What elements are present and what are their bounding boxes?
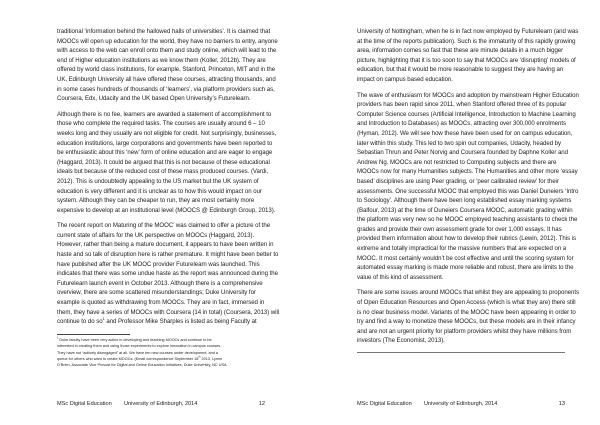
text-line: The wave of enthusiasm for MOOCs and adoption by mainstream Higher Education — [357, 91, 579, 99]
footnote-text: Duke faculty have been very active in developing and teaching MOOCs and continue to be — [58, 338, 212, 342]
paragraph — [57, 110, 277, 216]
text-line: expensive to develop at an institutional level (MOOCS @ Edinburgh Group, 2013). — [57, 206, 276, 214]
ordinal-suffix: th — [198, 355, 201, 359]
text-line: UK, Edinburgh University all have offered these courses, attracting thousands, and — [57, 75, 276, 83]
text-line: of Open Education Resources and Open Access (which is what they are) there still — [357, 299, 576, 307]
text-line: example is quoted as withdrawing from MOOCs. They are in fact, immersed in — [57, 299, 265, 307]
text-line: to Sociology’. Although there have been long established essay marking systems — [357, 197, 572, 205]
text-line: area, information comes so fast that these are minute details in a much bigger — [357, 47, 564, 55]
text-line: automated essay marking is made more reliable and robust, there are limits to the — [357, 264, 574, 272]
text-line: overview, there are some scattered misunderstandings; Duke University for — [57, 289, 256, 297]
text-line: education institutions, large corporations and governments have been reported to — [57, 139, 273, 147]
text-line: value of this kind of assessment. — [357, 273, 444, 281]
text-line: weeks long and they usually are not eligible for credit. Not surprisingly, businesses, — [57, 129, 277, 137]
text-line: end of Higher education institutions as we know them (Koller, 2012b). They are — [57, 56, 266, 64]
text-line: traditional ‘information behind the hallowed halls of universities’. It is claimed that — [57, 28, 271, 35]
text-run: continue to do so — [57, 318, 103, 326]
text-line: and are not an urgent priority for platform providers whilst they have millions from — [357, 327, 572, 335]
text-line: (Haggard, 2013). It could be argued that this is not because of these educational — [57, 158, 270, 166]
text-line: try and find a way to monetize these MOOCs, but these models are in their infancy — [357, 318, 576, 326]
footnote-text: queue for others who want to create MOOCs. (Email correspondence September 18 — [57, 356, 199, 361]
text-line: based’ disciplines are using Peer grading, or ‘peer calibrated review’ for their — [357, 177, 559, 185]
text-line: grades and provide their own assessment grade for over 1,000 essays. It has — [357, 225, 562, 233]
text-line: MOOCs will open up education for the world, they have no barriers to entry, anyone — [57, 37, 278, 45]
text-line: picture, highlighting that it is too soon to say that MOOCs are ‘disrupting’ models of — [357, 56, 576, 64]
text-line: ideals but because of the reduced cost of these mass produced courses. (Vardi, — [57, 168, 269, 176]
text-line: Futurelearn launch event in October 2013. Although there is a comprehensive — [57, 279, 263, 287]
text-line: at the time of the reports publication). Such is the immaturity of this rapidly growing — [357, 37, 576, 45]
footer-university: University of Edinburgh, 2014 — [424, 401, 498, 407]
text-line: extreme and totally impractical for the massive numbers that are expected on a — [357, 245, 567, 253]
footnote-text: 2013, Lynne — [200, 356, 223, 361]
footnote-reference[interactable]: 1 — [102, 316, 105, 322]
footnote-line: They have not “actively disengaged” at all. We have ten new courses under development, and a — [57, 350, 218, 355]
text-line — [57, 317, 265, 327]
footnote-separator — [57, 334, 130, 335]
paragraph — [357, 288, 579, 346]
text-line: the platform was very new so he MOOC employed teaching assistants to check the — [357, 216, 578, 224]
text-line: There are some issues around MOOCs that whilst they are appealing to proponents — [357, 289, 579, 297]
text-line: offered by world class institutions, for example, Stanford, Princeton, MIT and in the — [57, 66, 276, 74]
text-line: education is very different and it is unclear as to how this would impact on our — [57, 187, 262, 195]
page-13 — [300, 0, 600, 425]
text-line: is no clear business model. Variants of the MOOC have been appearing in order to — [357, 308, 576, 316]
text-line: current state of affairs for the UK perspective on MOOCs (Haggard, 2013). — [57, 231, 255, 239]
page-12-body — [57, 27, 280, 333]
paragraph — [57, 221, 280, 327]
footnote-line: interested in creating them and using those experiments to explore innovation in campus courses. — [57, 344, 222, 349]
text-line: However, rather than being a mature document, it appears to have been written in — [57, 241, 274, 249]
text-line: Computer Science courses (Artificial Intelligence, Introduction to Machine Learning — [357, 110, 576, 118]
text-line: MOOCs now for many Humanities subjects. The Humanities and other more ‘essay — [357, 168, 578, 176]
text-line: with access to the web can enroll onto them and study online, which will lead to the — [57, 47, 277, 55]
footer-university: University of Edinburgh, 2014 — [124, 401, 198, 407]
text-line: in some cases hundreds of thousands of ‘learners’, via platform providers such as, — [57, 85, 275, 93]
text-line: 2012). This is undoubtedly appealing to the US market but the UK system of — [57, 177, 259, 185]
text-line: (Hyman, 2012). We will see how these have been used for on campus education, — [357, 129, 573, 137]
text-line: (Balfour, 2013) at the time of Duneiers Coursera MOOC, automatic grading within — [357, 206, 573, 214]
text-line: investors (The Economist, 2013). — [357, 337, 445, 345]
text-line: The recent report on Maturing of the MOOC’ was claimed to offer a picture of the — [57, 222, 271, 230]
text-run: and Professor Mike Sharples is listed as being Faculty at — [104, 318, 257, 326]
paragraph — [357, 27, 579, 85]
text-line: haste and so talk of disruption here is rather premature. It might have been better to — [57, 251, 279, 259]
text-line: have published after the UK MOOC provider Futurelearn was launched. This — [57, 260, 260, 268]
page-13-body — [357, 27, 579, 352]
text-line: indicates that there was some undue haste as the report was announced during the — [57, 270, 278, 278]
text-line: and Introduction to Databases) as MOOCs, attracting over 300,000 enrolments — [357, 120, 566, 128]
footnote-marker: 1 — [57, 336, 59, 340]
footer-course: MSc Digital Education — [357, 401, 412, 407]
text-line: Although there is no fee, learners are awarded a statement of accomplishment to — [57, 110, 272, 118]
text-line: them, they have a series of MOOCs with Coursera (14 in total) (Coursera, 2013) will — [57, 308, 280, 316]
text-line: MOOC. It most certainly wouldn’t be cost effective and until the scoring system for — [357, 254, 574, 262]
text-line: later within this study. This led to two spin out companies, Udacity, headed by — [357, 139, 562, 147]
horizontal-rule — [357, 352, 565, 353]
footer-course: MSc Digital Education — [57, 401, 112, 407]
page-number: 13 — [558, 401, 565, 407]
footnote — [57, 337, 267, 368]
text-line: those who complete the required tasks. The courses are usually around 6 – 10 — [57, 120, 265, 128]
paragraph — [57, 27, 278, 104]
text-line: system. Although they can be cheaper to run, they are most certainly more — [57, 197, 255, 205]
paragraph — [357, 91, 579, 283]
text-line: Sebastian Thrun and Peter Norvig and Coursera founded by Daphne Koller and — [357, 149, 568, 157]
text-line: provided them information about how to develop their rubrics (Lewin, 2012). This is — [357, 235, 576, 243]
text-line: be enthusiastic about this ‘new’ form of online education and are eager to engage — [57, 149, 273, 157]
text-line: assessments. One successful MOOC that employed this was Daniel Duneiers ‘Intro — [357, 187, 579, 195]
text-line: Andrew Ng. MOOCs are not restricted to Computing subjects and there are — [357, 158, 557, 166]
text-line: education, but that it would be more reasonable to suggest they are having an — [357, 66, 564, 74]
footnote-line: O’Brien, Associate Vice Provost for Digital and Online Education Initiatives, Duke University, NC USA. — [57, 363, 228, 368]
text-line: University of Nottingham, when he is in fact now employed by Futurelearn (and was — [357, 28, 579, 35]
text-line: Coursera, Edx, Udacity and the UK based Open University’s Futurelearn. — [57, 95, 251, 103]
text-line: impact on campus based education. — [357, 75, 453, 83]
text-line: providers has been rapid since 2011, when Stanford offered three of its popular — [357, 101, 567, 109]
page-number: 12 — [258, 401, 265, 407]
